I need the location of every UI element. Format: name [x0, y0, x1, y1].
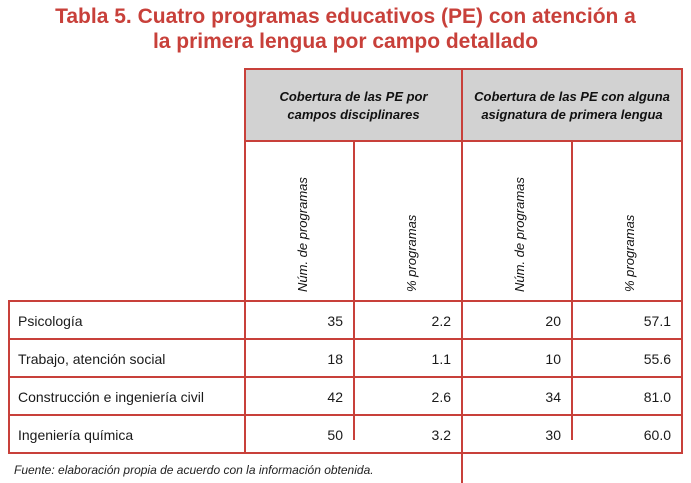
title-line-2: la primera lengua por campo detallado — [152, 30, 539, 53]
cell-r1-c3: 20 — [545, 313, 561, 329]
cell-r3-c3: 34 — [545, 389, 561, 405]
row-label-ingenieria-quimica: Ingeniería química — [18, 427, 134, 443]
cell-r1-c1: 35 — [327, 313, 343, 329]
column-header-pct-programas-1: % programas — [404, 214, 419, 292]
cell-r4-c4: 60.0 — [643, 427, 671, 443]
table-title — [0, 4, 691, 54]
cell-r3-c1: 42 — [327, 389, 343, 405]
cell-r1-c2: 2.2 — [431, 313, 451, 329]
row-divider-3 — [8, 414, 683, 416]
row-divider-2 — [8, 376, 683, 378]
cell-r2-c3: 10 — [545, 351, 561, 367]
cell-r4-c2: 3.2 — [431, 427, 451, 443]
cell-r4-c1: 50 — [327, 427, 343, 443]
column-header-pct-programas-2: % programas — [622, 214, 637, 292]
cell-r3-c2: 2.6 — [431, 389, 451, 405]
row-label-psicologia: Psicología — [18, 313, 83, 329]
row-label-trabajo: Trabajo, atención social — [18, 351, 166, 367]
group-header-1-label: Cobertura de las PE por campos disciplinares — [279, 89, 428, 122]
column-header-num-programas-2: Núm. de programas — [512, 177, 527, 292]
cell-r3-c4: 81.0 — [643, 389, 671, 405]
title-line-1: Tabla 5. Cuatro programas educativos (PE) con atención a — [55, 5, 636, 28]
cell-r2-c1: 18 — [327, 351, 343, 367]
group-header-2-label: Cobertura de las PE con alguna asignatura de primera lengua — [474, 89, 670, 122]
cell-r4-c3: 30 — [545, 427, 561, 443]
source-footnote: Fuente: elaboración propia de acuerdo con la información obtenida. — [14, 463, 374, 477]
cell-r2-c2: 1.1 — [431, 351, 451, 367]
cell-r1-c4: 57.1 — [643, 313, 671, 329]
cell-r2-c4: 55.6 — [643, 351, 671, 367]
row-label-construccion: Construcción e ingeniería civil — [18, 389, 204, 405]
row-divider-1 — [8, 338, 683, 340]
group-header-2 — [463, 70, 681, 142]
group-header-1 — [246, 70, 461, 142]
column-header-num-programas-1: Núm. de programas — [295, 177, 310, 292]
